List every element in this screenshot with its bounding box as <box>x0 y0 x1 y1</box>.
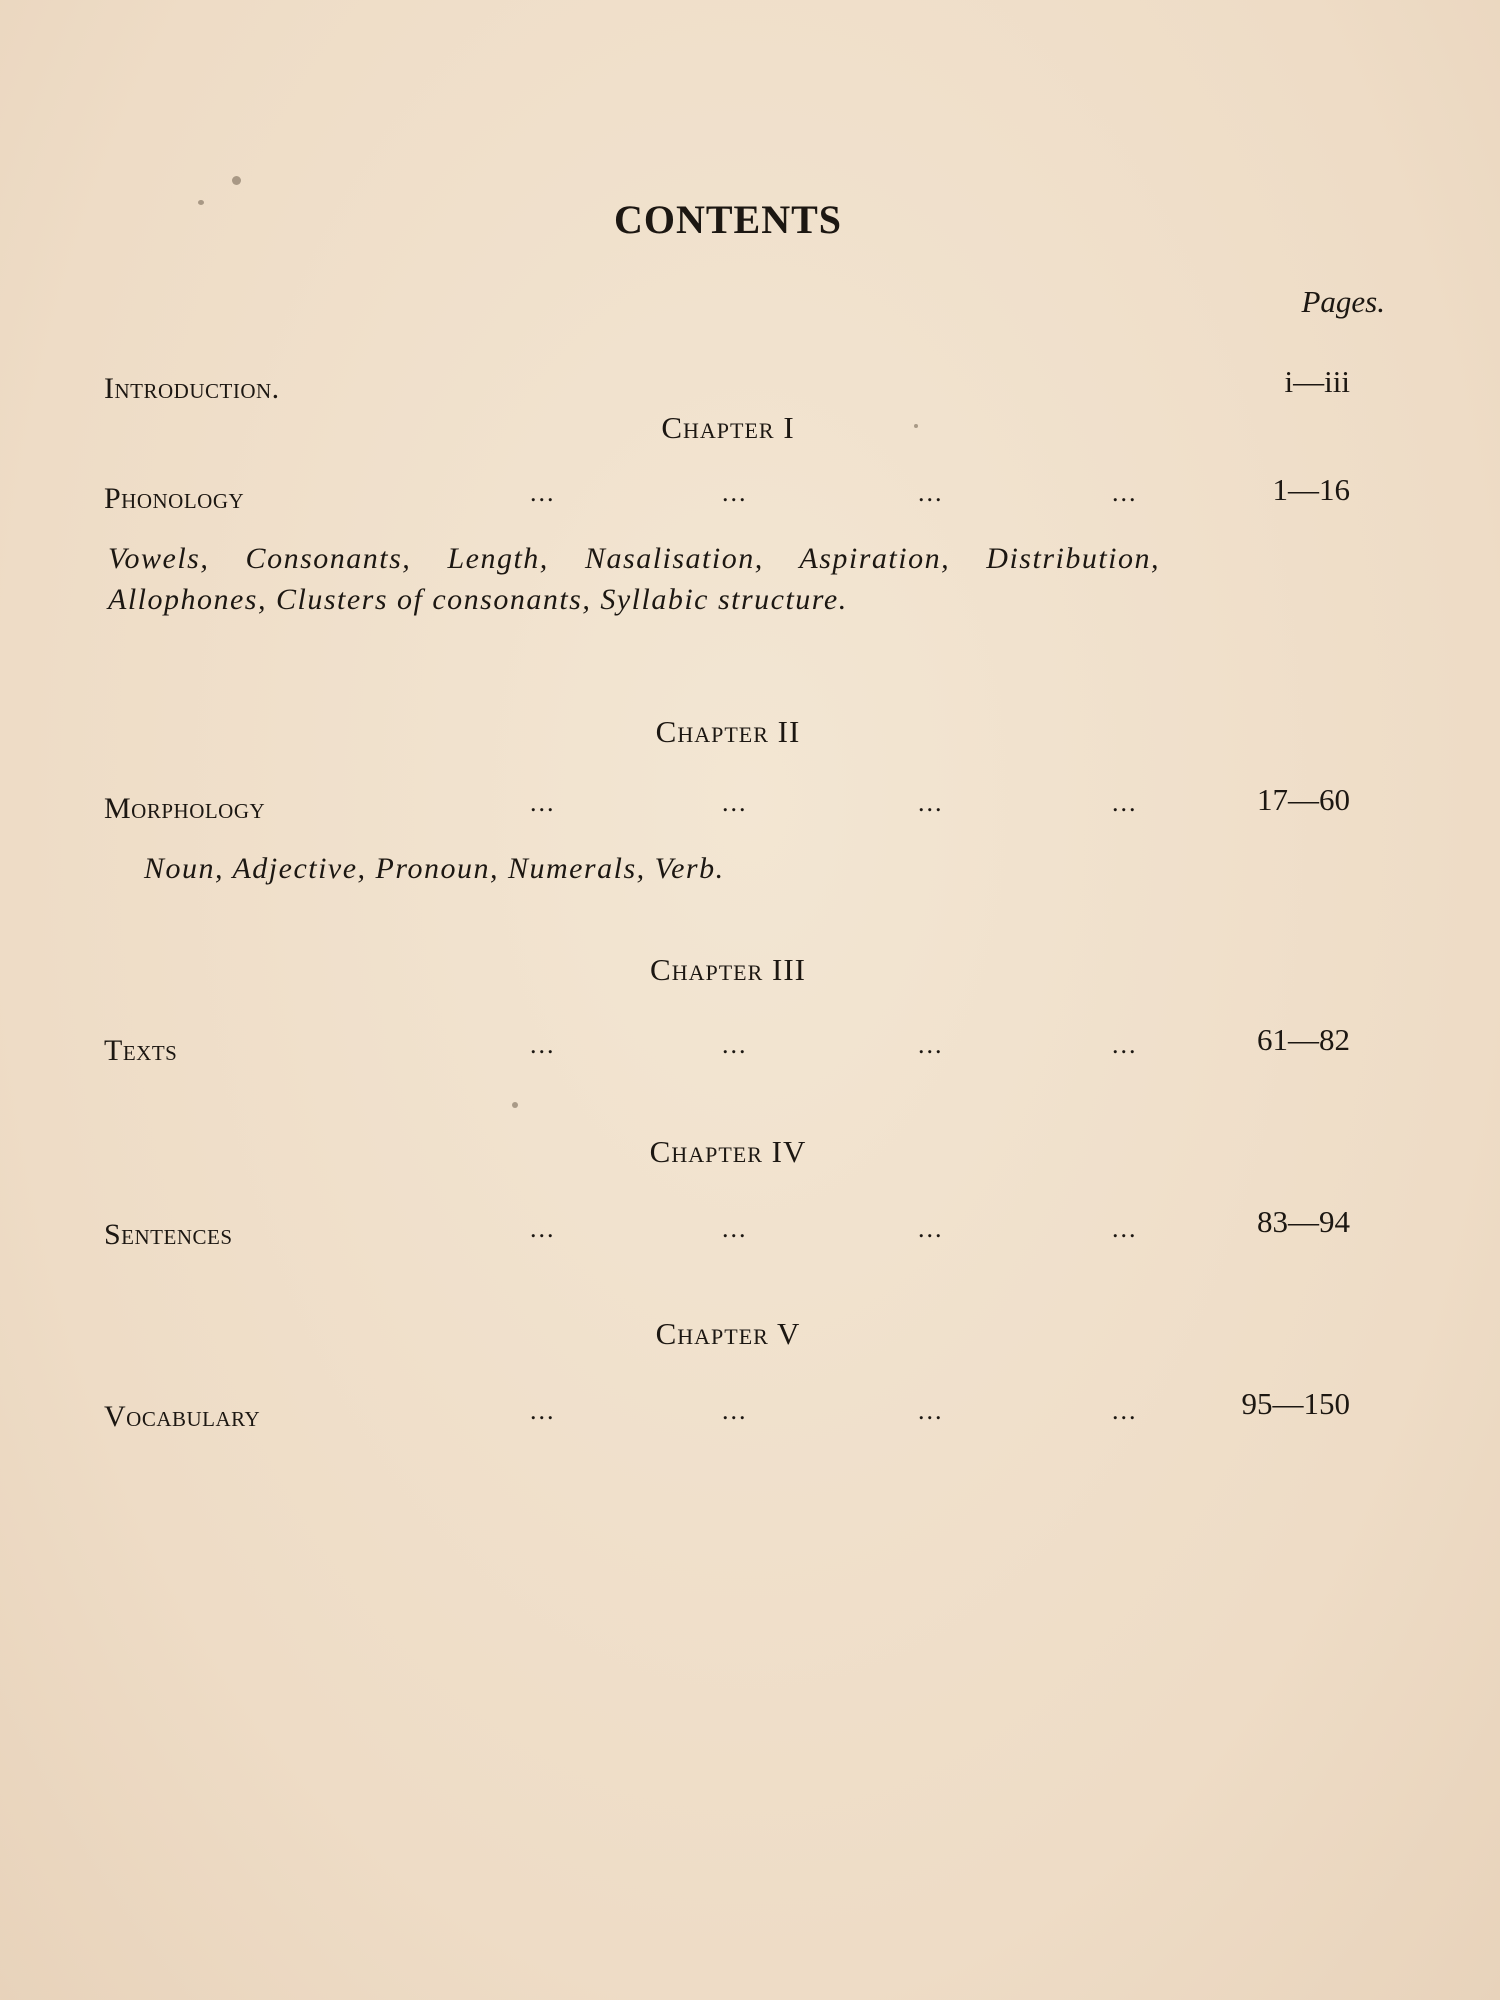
toc-pages-phonology: 1—16 <box>1272 472 1350 507</box>
leader-dots: ... <box>918 788 944 817</box>
leader-dots: ... <box>530 1030 556 1059</box>
toc-pages-morphology: 17—60 <box>1257 782 1350 817</box>
leader-dots: ... <box>722 478 748 507</box>
toc-pages-vocabulary: 95—150 <box>1241 1386 1350 1421</box>
leader-dots: ... <box>918 1214 944 1243</box>
toc-entry-phonology: Phonology <box>104 482 245 515</box>
toc-entry-sentences: Sentences <box>104 1218 233 1251</box>
leader-dots: ... <box>722 1396 748 1425</box>
leader-dots: ... <box>1112 478 1138 507</box>
toc-pages-introduction: i—iii <box>1284 364 1350 399</box>
leader-dots: ... <box>530 1214 556 1243</box>
toc-pages-sentences: 83—94 <box>1257 1204 1350 1239</box>
chapter-heading-3: Chapter III <box>650 952 806 987</box>
chapter-heading-2: Chapter II <box>655 714 801 749</box>
leader-dots: ... <box>918 1030 944 1059</box>
chapter-1-topics-text: Vowels, Consonants, Length, Nasalisation, Aspiration, Distribution, Allophones, Clusters of consonants, Syllabic structure. <box>108 542 1160 616</box>
chapter-1-topics <box>108 538 1160 620</box>
leader-dots: ... <box>1112 1030 1138 1059</box>
toc-entry-introduction: Introduction. <box>104 372 280 405</box>
leader-dots: ... <box>530 1396 556 1425</box>
leader-dots: ... <box>1112 1396 1138 1425</box>
toc-entry-morphology: Morphology <box>104 792 266 825</box>
chapter-heading-4: Chapter IV <box>649 1134 807 1169</box>
paper-speck <box>914 424 918 428</box>
leader-dots: ... <box>722 1214 748 1243</box>
leader-dots: ... <box>722 1030 748 1059</box>
page-title: CONTENTS <box>613 197 843 242</box>
toc-entry-vocabulary: Vocabulary <box>104 1400 261 1433</box>
chapter-2-topics: Noun, Adjective, Pronoun, Numerals, Verb. <box>144 852 725 885</box>
toc-entry-texts: Texts <box>104 1034 178 1067</box>
leader-dots: ... <box>722 788 748 817</box>
pages-column-label: Pages. <box>1301 284 1385 319</box>
leader-dots: ... <box>1112 788 1138 817</box>
leader-dots: ... <box>918 478 944 507</box>
paper-speck <box>512 1102 518 1108</box>
leader-dots: ... <box>530 478 556 507</box>
toc-pages-texts: 61—82 <box>1257 1022 1350 1057</box>
leader-dots: ... <box>1112 1214 1138 1243</box>
leader-dots: ... <box>530 788 556 817</box>
leader-dots: ... <box>918 1396 944 1425</box>
chapter-heading-1: Chapter I <box>661 410 795 445</box>
chapter-heading-5: Chapter V <box>655 1316 801 1351</box>
paper-speck <box>232 176 241 185</box>
paper-speck <box>198 200 204 205</box>
